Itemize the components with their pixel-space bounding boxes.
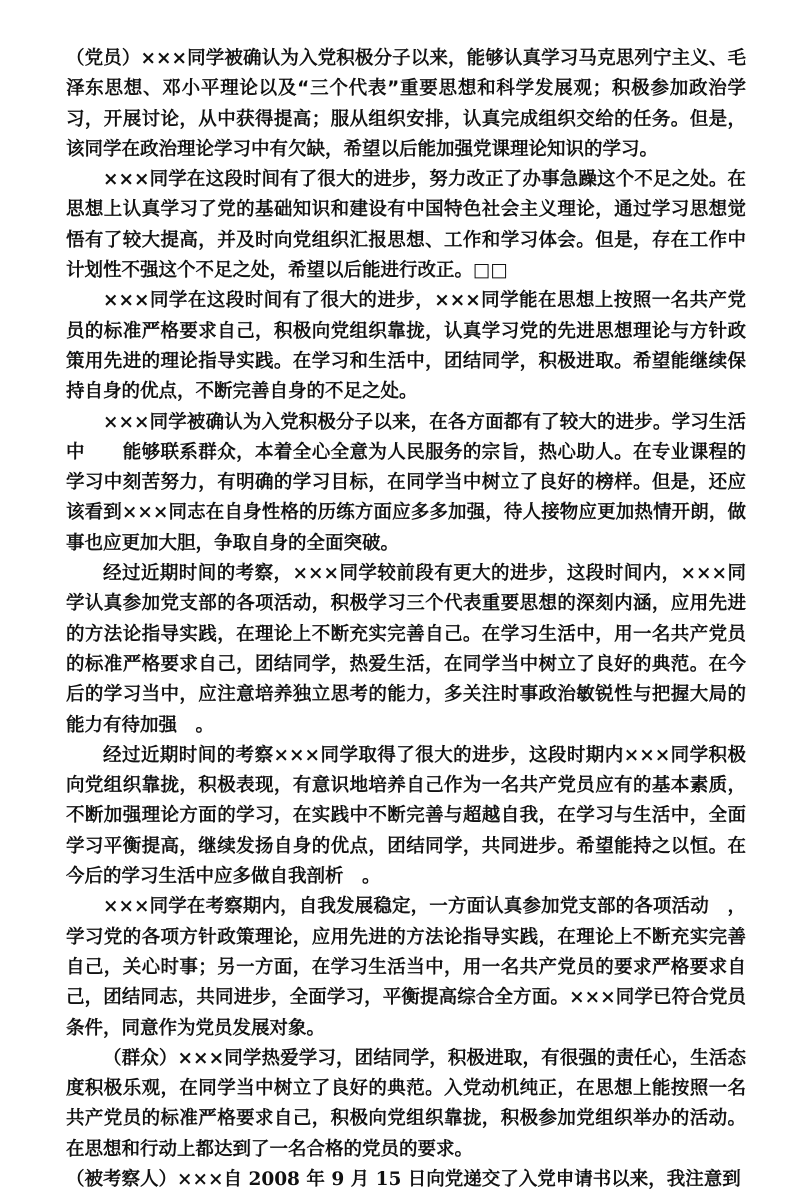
- paragraph-progress-impatience: ×××同学在这段时间有了很大的进步，努力改正了办事急躁这个不足之处。在思想上认真学习了党的基础知识和建设有中国特色社会主义理论，通过学习思想觉悟有了较大提高，并及时向党组织汇报思想、工作和学习体会。但是，存在工作中计划性不强这个不足之处，希望以后能进行改正。□□: [66, 169, 746, 282]
- paragraph-recent-inspection-2: 经过近期时间的考察×××同学取得了很大的进步，这段时期内×××同学积极向党组织靠拢，积极表现，有意识地培养自己作为一名共产党员应有的基本素质，不断加强理论方面的学习，在实践中不断完善与超越自我，在学习与生活中，全面学习平衡提高，继续发扬自身的优点，团结同学，共同进步。希望能持之以恒。在今后的学习生活中应多做自我剖析 。: [66, 744, 746, 888]
- paragraph-masses: （群众）×××同学热爱学习，团结同学，积极进取，有很强的责任心，生活态度积极乐观，在同学当中树立了良好的典范。入党动机纯正，在思想上能按照一名共产党员的标准严格要求自己，积极向党组织靠拢，积极参加党组织举办的活动。在思想和行动上都达到了一名合格的党员的要求。: [66, 1047, 746, 1160]
- paragraph-activist-progress: ×××同学被确认为入党积极分子以来，在各方面都有了较大的进步。学习生活中 能够联系群众，本着全心全意为人民服务的宗旨，热心助人。在专业课程的学习中刻苦努力，有明确的学习目标，在同学当中树立了良好的榜样。但是，还应该看到×××同志在自身性格的历练方面应多多加强，待人接物应更加热情开朗，做事也应更加大胆，争取自身的全面突破。: [66, 411, 746, 554]
- paragraph-inspected-person: （被考察人）×××自 2008 年 9 月 15 日向党递交了入党申请书以来，我注意到: [66, 1168, 741, 1190]
- paragraph-party-member: （党员）×××同学被确认为入党积极分子以来，能够认真学习马克思列宁主义、毛泽东思想、邓小平理论以及“三个代表”重要思想和科学发展观；积极参加政治学习，开展讨论，从中获得提高；服从组织安排，认真完成组织交给的任务。但是，该同学在政治理论学习中有欠缺，希望以后能加强党课理论知识的学习。: [66, 48, 746, 160]
- paragraph-inspection-period: ×××同学在考察期内，自我发展稳定，一方面认真参加党支部的各项活动 ，学习党的各项方针政策理论，应用先进的方法论指导实践，在理论上不断充实完善自己，关心时事；另一方面，在学习生活当中，用一名共产党员的要求严格要求自己，团结同志，共同进步，全面学习，平衡提高综合全方面。×××同学已符合党员条件，同意作为党员发展对象。: [66, 896, 746, 1039]
- paragraph-progress-standards: ×××同学在这段时间有了很大的进步，×××同学能在思想上按照一名共产党员的标准严格要求自己，积极向党组织靠拢，认真学习党的先进思想理论与方针政策用先进的理论指导实践。在学习和生活中，团结同学，积极进取。希望能继续保持自身的优点，不断完善自身的不足之处。: [66, 290, 746, 403]
- paragraph-recent-inspection-1: 经过近期时间的考察，×××同学较前段有更大的进步，这段时间内，×××同学认真参加党支部的各项活动，积极学习三个代表重要思想的深刻内涵，应用先进的方法论指导实践，在理论上不断充实完善自己。在学习生活中，用一名共产党员的标准严格要求自己，团结同学，热爱生活，在同学当中树立了良好的典范。在今后的学习当中，应注意培养独立思考的能力，多关注时事政治敏锐性与把握大局的能力有待加强 。: [66, 563, 746, 736]
- document-page: [66, 44, 746, 1195]
